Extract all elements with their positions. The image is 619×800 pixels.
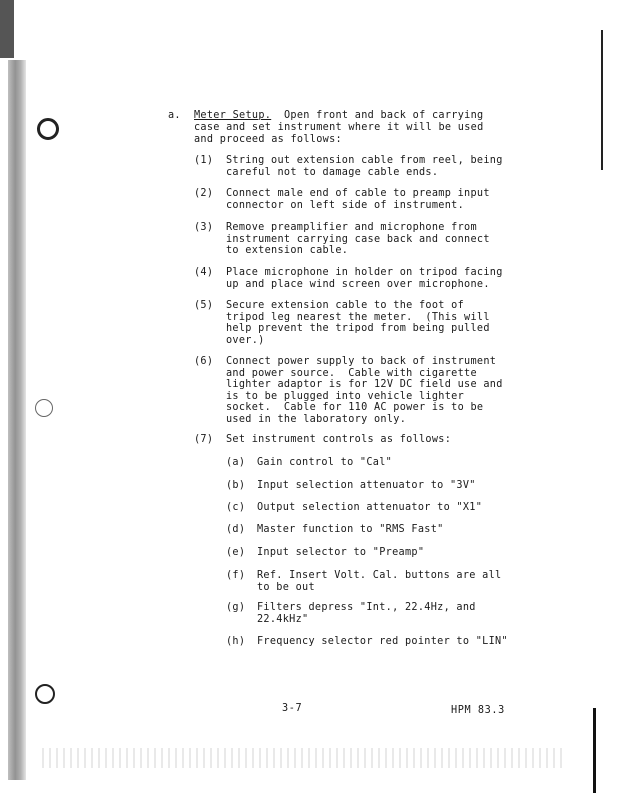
step-text-line: String out extension cable from reel, being: [226, 155, 503, 166]
substep-text-line: Gain control to "Cal": [257, 457, 393, 468]
substep-number: (c): [226, 502, 246, 513]
scan-edge-artifact: [0, 0, 14, 58]
intro-line: Open front and back of carrying: [284, 110, 484, 121]
section-marker: a.: [168, 110, 181, 121]
step-text-line: Place microphone in holder on tripod facing: [226, 267, 503, 278]
substep-text-line: Input selector to "Preamp": [257, 547, 425, 558]
step-text-line: help prevent the tripod from being pulled: [226, 323, 490, 335]
revision-bar-bottom: [593, 708, 596, 793]
substep-text-line: Input selection attenuator to "3V": [257, 480, 476, 491]
intro-line: and proceed as follows:: [194, 134, 342, 145]
substep-text-line: Output selection attenuator to "X1": [257, 502, 483, 513]
step-number: (4): [194, 267, 214, 278]
step-text-line: Connect power supply to back of instrument: [226, 356, 497, 367]
step-text-line: connector on left side of instrument.: [226, 199, 465, 211]
step-number: (5): [194, 300, 214, 311]
scan-noise-strip: [42, 748, 562, 768]
step-text-line: Remove preamplifier and microphone from: [226, 222, 477, 233]
substep-text-line: Ref. Insert Volt. Cal. buttons are all: [257, 570, 502, 581]
step-text-line: and power source. Cable with cigarette: [226, 367, 477, 379]
punch-hole-bottom: [35, 684, 55, 704]
punch-hole-middle: [35, 399, 53, 417]
substep-text-line: 22.4kHz": [257, 613, 309, 625]
substep-text-line: Master function to "RMS Fast": [257, 524, 444, 535]
document-id: HPM 83.3: [451, 705, 505, 716]
substep-number: (h): [226, 636, 246, 647]
substep-number: (d): [226, 524, 246, 535]
substep-number: (b): [226, 480, 246, 491]
substep-text-line: to be out: [257, 581, 315, 593]
substep-text-line: Frequency selector red pointer to "LIN": [257, 636, 508, 647]
step-text-line: over.): [226, 334, 265, 346]
substep-number: (f): [226, 570, 246, 581]
step-text-line: used in the laboratory only.: [226, 414, 407, 425]
revision-bar-top: [601, 30, 603, 170]
step-text-line: Secure extension cable to the foot of: [226, 300, 465, 311]
punch-hole-top: [37, 118, 59, 140]
step-number: (7): [194, 434, 214, 445]
step-number: (2): [194, 188, 214, 199]
step-text-line: up and place wind screen over microphone.: [226, 278, 490, 290]
step-text-line: to extension cable.: [226, 245, 349, 257]
intro-line: case and set instrument where it will be used: [194, 122, 484, 133]
substep-text-line: Filters depress "Int., 22.4Hz, and: [257, 602, 476, 613]
step-text-line: is to be plugged into vehicle lighter: [226, 390, 465, 402]
step-text-line: socket. Cable for 110 AC power is to be: [226, 402, 484, 414]
step-number: (3): [194, 222, 214, 233]
step-number: (1): [194, 155, 214, 166]
step-number: (6): [194, 356, 214, 367]
page-number: 3-7: [282, 703, 303, 714]
step-text-line: instrument carrying case back and connect: [226, 233, 490, 245]
step-text-line: lighter adaptor is for 12V DC field use and: [226, 379, 503, 391]
section-heading: Meter Setup.: [194, 110, 272, 121]
substep-number: (g): [226, 602, 246, 613]
substep-number: (e): [226, 547, 246, 558]
step-text-line: careful not to damage cable ends.: [226, 166, 439, 178]
step-text-line: Set instrument controls as follows:: [226, 434, 452, 445]
step-text-line: tripod leg nearest the meter. (This will: [226, 311, 490, 323]
step-text-line: Connect male end of cable to preamp input: [226, 188, 490, 199]
substep-number: (a): [226, 457, 246, 468]
scan-binding-shadow: [8, 60, 26, 780]
